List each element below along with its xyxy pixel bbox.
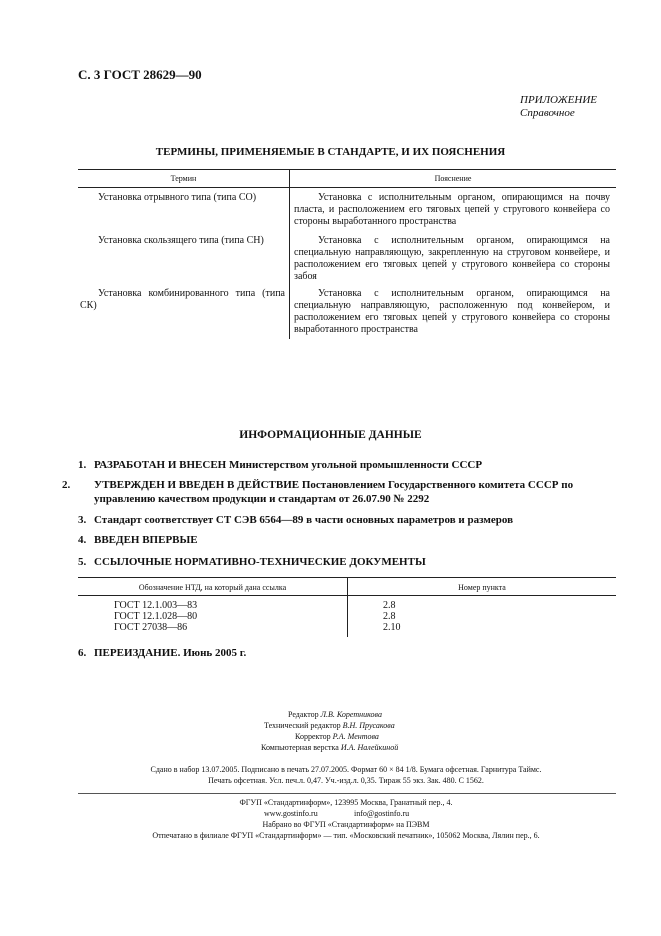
expl-row-2: Установка с исполнительным органом, опирающимся на специальную направляющую, закрепленную на струговом конвейере, и расположением его тяговых цепей у стругового конвейера со стороны забоя	[294, 235, 610, 282]
refs-col-doc: Обозначение НТД, на который дана ссылка	[138, 583, 287, 592]
publisher-address: ФГУП «Стандартинформ», 123995 Москва, Гранатный пер., 4.	[239, 798, 453, 807]
ref-doc-1: ГОСТ 12.1.003—83	[114, 600, 198, 611]
ref-doc-2: ГОСТ 12.1.028—80	[114, 611, 198, 622]
imprint-print-info-1: Сдано в набор 13.07.2005. Подписано в печать 27.07.2005. Формат 60 × 84 1/8. Бумага офсетная. Гарнитура Таймс.	[150, 765, 542, 774]
info-title: ИНФОРМАЦИОННЫЕ ДАННЫЕ	[239, 429, 422, 441]
imprint-person: Р.А. Ментова	[332, 732, 379, 741]
imprint-corrector	[295, 732, 379, 743]
info-item-text: УТВЕРЖДЕН И ВВЕДЕН В ДЕЙСТВИЕ Постановлением Государственного комитета СССР по управлению качеством продукции и стандартам от 26.07.90 № 2292	[94, 479, 574, 505]
info-item-text: РАЗРАБОТАН И ВНЕСЕН Министерством угольной промышленности СССР	[94, 459, 483, 471]
info-item-5	[78, 555, 618, 569]
appendix-subtitle: Справочное	[520, 107, 575, 119]
info-item-text: Стандарт соответствует СТ СЭВ 6564—89 в части основных параметров и размеров	[94, 514, 514, 526]
printed-info: Отпечатано в филиале ФГУП «Стандартинформ» — тип. «Московский печатник», 105062 Москва, Лялин пер., 6.	[152, 831, 540, 840]
page-header: С. 3 ГОСТ 28629—90	[78, 67, 202, 82]
info-item-3	[78, 513, 618, 527]
imprint-tech-editor	[264, 721, 395, 732]
terms-table-divider	[289, 169, 290, 339]
imprint-editor	[288, 710, 382, 721]
appendix-title: ПРИЛОЖЕНИЕ	[520, 94, 597, 106]
expl-row-1: Установка с исполнительным органом, опирающимся на почву пласта, и расположением его тяговых цепей у стругового конвейера со стороны выработанного пространства	[294, 192, 610, 227]
term-row-3: Установка комбинированного типа (типа СК)	[80, 288, 285, 311]
terms-col-expl: Пояснение	[434, 174, 472, 183]
ref-item-1: 2.8	[383, 600, 396, 611]
publisher-email: info@gostinfo.ru	[354, 809, 410, 818]
imprint-role: Корректор	[295, 732, 331, 741]
appendix-label	[520, 94, 597, 120]
term-row-1: Установка отрывного типа (типа СО)	[98, 192, 257, 203]
imprint-role: Технический редактор	[264, 721, 341, 730]
info-item-number: 2.	[62, 479, 71, 491]
typeset-info: Набрано во ФГУП «Стандартинформ» на ПЭВМ	[262, 820, 430, 829]
ref-item-3: 2.10	[383, 622, 401, 633]
info-item-number: 5.	[78, 556, 87, 568]
imprint-person: И.А. Налейкиной	[340, 743, 399, 752]
imprint-rule	[78, 793, 616, 794]
imprint-role: Редактор	[288, 710, 319, 719]
expl-row-3: Установка с исполнительным органом, опирающимся на специальную направляющую, расположенную под конвейером, и расположением его тяговых цепей у стругового конвейера со стороны выработанного пространства	[294, 288, 610, 335]
info-item-text: ССЫЛОЧНЫЕ НОРМАТИВНО-ТЕХНИЧЕСКИЕ ДОКУМЕНТЫ	[94, 556, 426, 568]
terms-table-header-rule	[78, 187, 616, 188]
terms-table-top-rule	[78, 169, 616, 170]
imprint-print-info-2: Печать офсетная. Усл. печ.л. 0,47. Уч.-изд.л. 0,35. Тираж 55 экз. Зак. 480. С 1562.	[208, 776, 484, 785]
info-item-number: 6.	[78, 647, 87, 659]
publisher-website: www.gostinfo.ru	[264, 809, 318, 818]
term-row-2: Установка скользящего типа (типа СН)	[98, 235, 264, 246]
info-item-1	[78, 458, 618, 472]
info-item-text: ВВЕДЕН ВПЕРВЫЕ	[94, 534, 198, 546]
imprint-role: Компьютерная верстка	[261, 743, 339, 752]
info-item-6	[78, 646, 618, 660]
imprint-person: В.Н. Прусакова	[342, 721, 395, 730]
info-item-number: 1.	[78, 459, 87, 471]
ref-item-2: 2.8	[383, 611, 396, 622]
info-item-4	[78, 533, 618, 547]
info-item-number: 3.	[78, 514, 87, 526]
info-item-number: 4.	[78, 534, 87, 546]
refs-col-item: Номер пункта	[458, 583, 506, 592]
info-item-2	[62, 478, 618, 506]
imprint-layout	[261, 743, 398, 754]
imprint-person: Л.В. Коретникова	[320, 710, 382, 719]
info-item-text: ПЕРЕИЗДАНИЕ. Июнь 2005 г.	[94, 647, 247, 659]
ref-doc-3: ГОСТ 27038—86	[114, 622, 188, 633]
terms-title: ТЕРМИНЫ, ПРИМЕНЯЕМЫЕ В СТАНДАРТЕ, И ИХ ПОЯСНЕНИЯ	[155, 146, 506, 158]
terms-col-term: Термин	[170, 174, 197, 183]
